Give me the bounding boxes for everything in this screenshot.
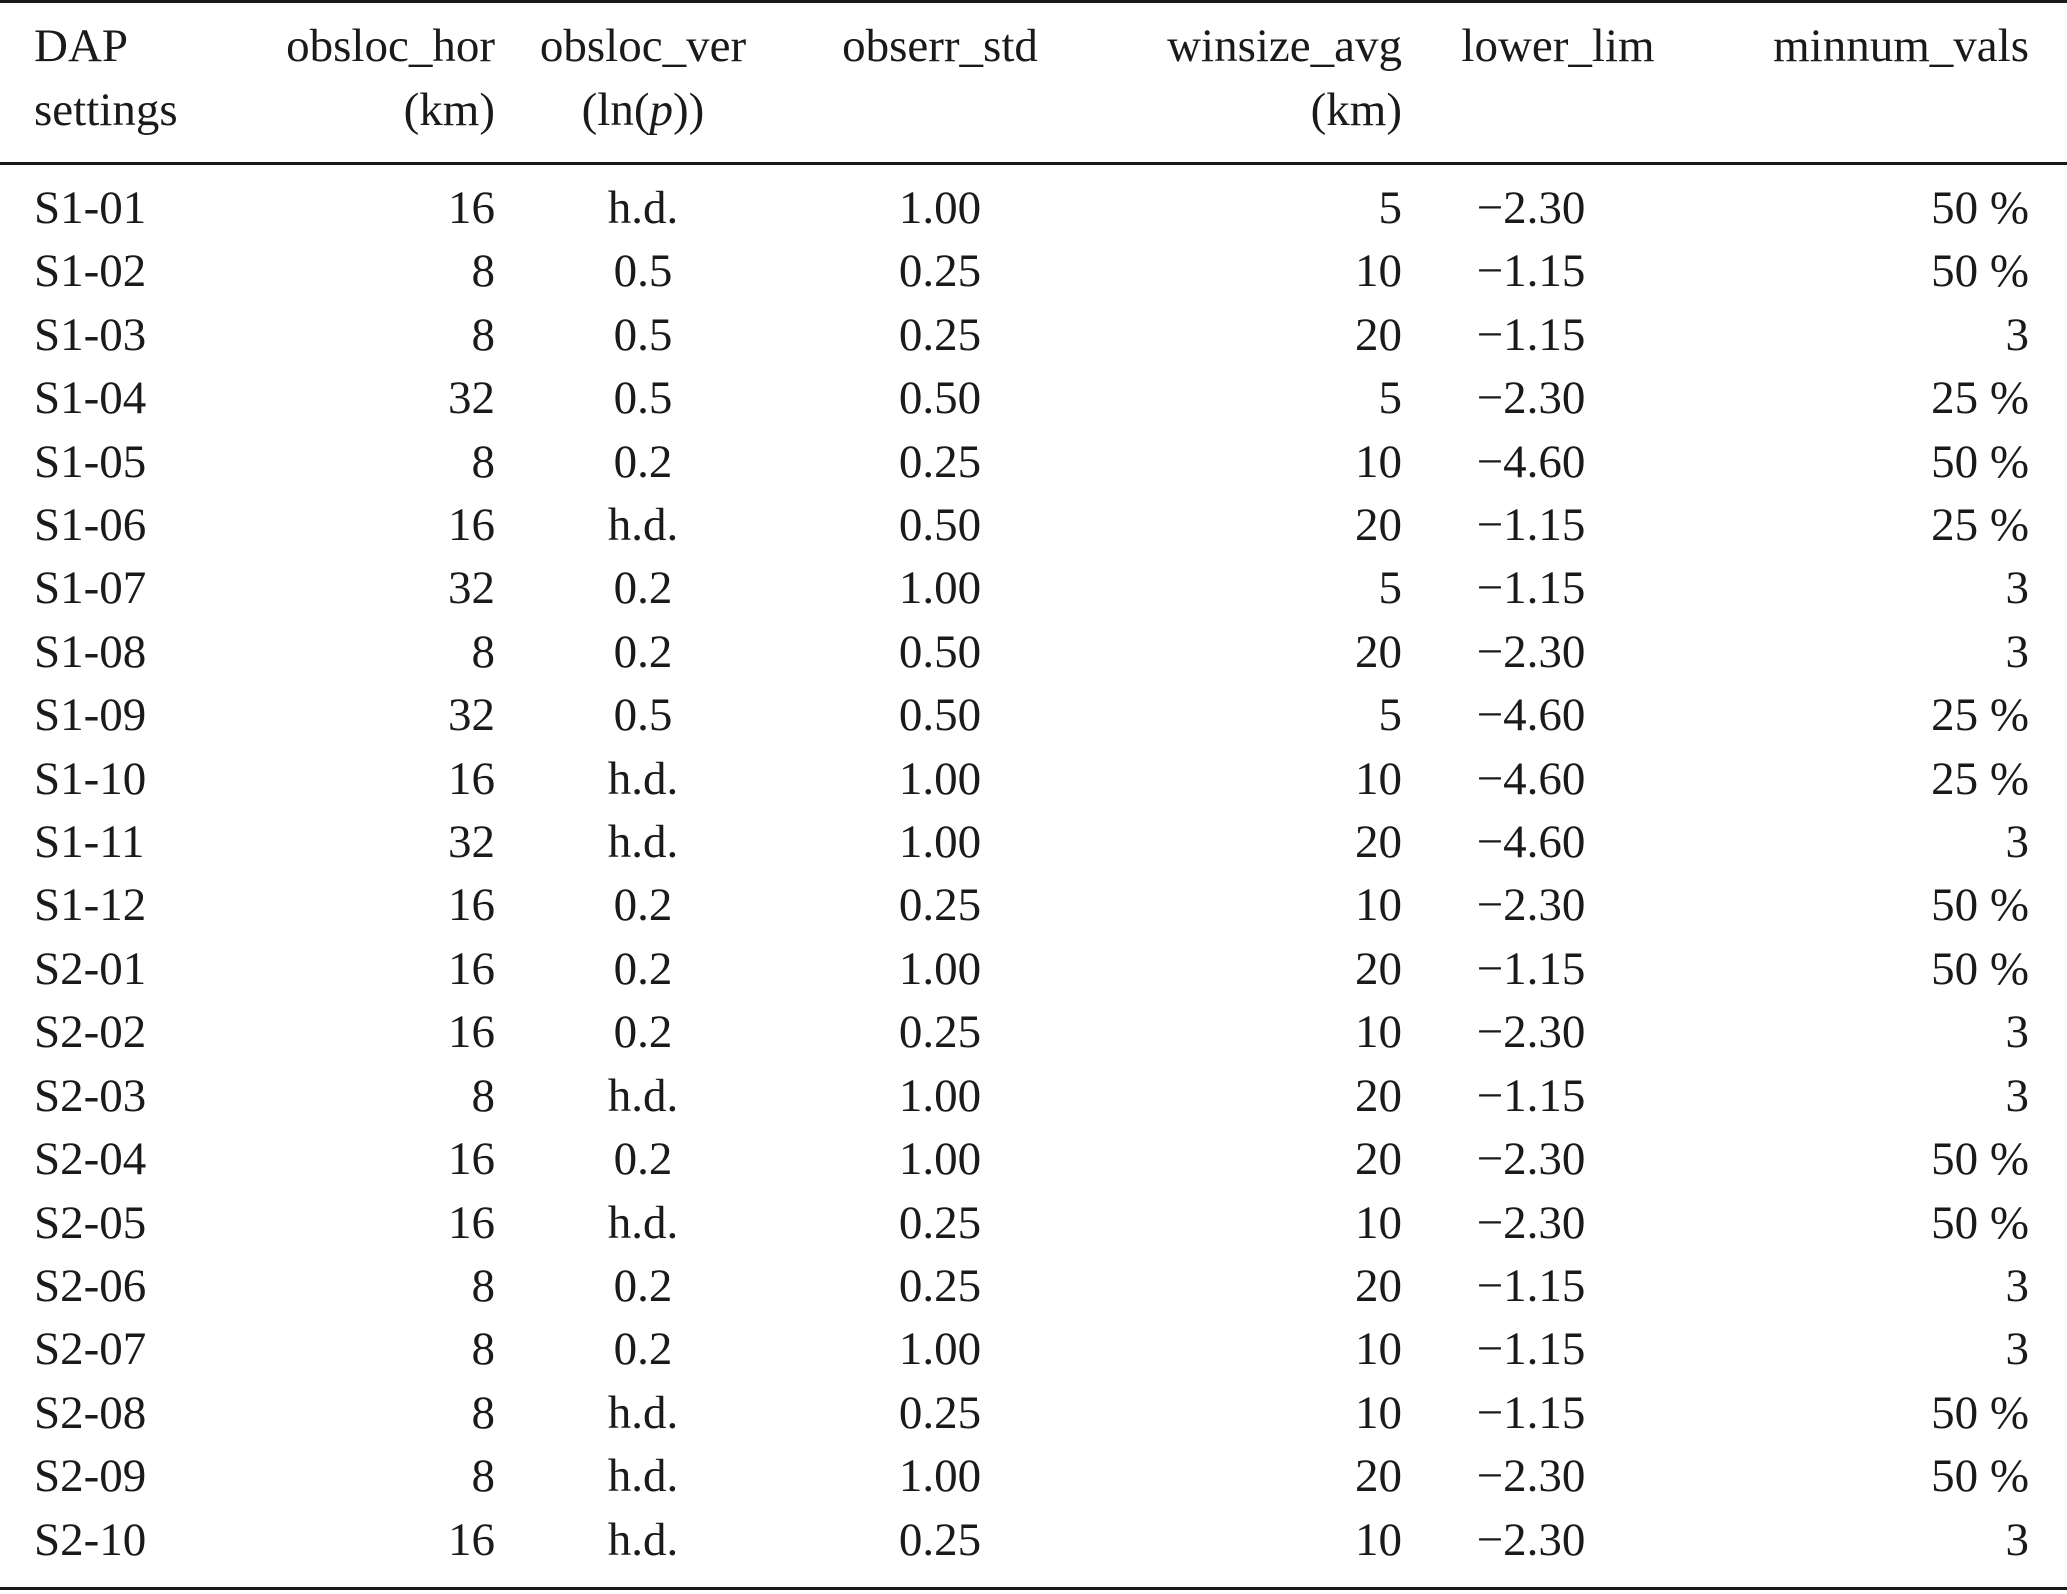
cell-obsloc-hor: 16 — [448, 879, 495, 932]
cell-obserr-std: 0.50 — [898, 372, 982, 425]
cell-minnum-vals: 50 % — [1931, 1133, 2029, 1186]
table-row — [0, 684, 2067, 747]
cell-winsize-avg: 10 — [1355, 1196, 1402, 1249]
table-row — [0, 748, 2067, 811]
cell-obsloc-hor: 16 — [448, 499, 495, 552]
cell-obserr-std: 0.25 — [898, 1196, 982, 1249]
cell-obsloc-ver: h.d. — [607, 816, 679, 869]
table-row — [0, 1382, 2067, 1445]
header-lower-lim-line1: lower_lim — [1461, 20, 1655, 72]
cell-obsloc-hor: 8 — [471, 1386, 495, 1439]
cell-obserr-std: 1.00 — [898, 562, 982, 615]
lower-lim-value: −4.60 — [1476, 435, 1586, 488]
cell-minnum-vals: 50 % — [1931, 1450, 2029, 1503]
cell-obsloc-hor: 16 — [448, 942, 495, 995]
cell-lower-lim — [1402, 684, 1714, 747]
cell-obsloc-ver: 0.2 — [613, 1259, 673, 1312]
cell-setting: S1-10 — [34, 752, 147, 805]
cell-winsize-avg: 10 — [1355, 435, 1402, 488]
table-row — [0, 1445, 2067, 1508]
table-row — [0, 557, 2067, 620]
cell-obsloc-hor: 8 — [471, 1323, 495, 1376]
cell-obsloc-hor: 32 — [448, 372, 495, 425]
table-row — [0, 1509, 2067, 1572]
lower-lim-value: −4.60 — [1476, 689, 1586, 742]
table-row — [0, 1128, 2067, 1191]
cell-obserr-std: 0.25 — [898, 879, 982, 932]
cell-obsloc-hor: 8 — [471, 245, 495, 298]
cell-minnum-vals: 25 % — [1931, 499, 2029, 552]
table-row — [0, 938, 2067, 1001]
table-row — [0, 811, 2067, 874]
body-spacer — [0, 162, 2067, 177]
table-row — [0, 177, 2067, 240]
cell-lower-lim — [1402, 367, 1714, 430]
cell-minnum-vals: 3 — [2005, 816, 2029, 869]
cell-minnum-vals: 50 % — [1931, 1196, 2029, 1249]
header-obsloc-hor — [242, 0, 495, 162]
cell-winsize-avg: 20 — [1355, 308, 1402, 361]
cell-obserr-std: 1.00 — [898, 752, 982, 805]
lower-lim-value: −1.15 — [1476, 942, 1586, 995]
cell-obsloc-ver: h.d. — [607, 1513, 679, 1566]
cell-obserr-std: 1.00 — [898, 1323, 982, 1376]
cell-obsloc-ver: h.d. — [607, 752, 679, 805]
cell-lower-lim — [1402, 557, 1714, 620]
lower-lim-value: −1.15 — [1476, 308, 1586, 361]
lower-lim-value: −2.30 — [1476, 372, 1586, 425]
cell-obsloc-hor: 8 — [471, 625, 495, 678]
cell-obserr-std: 0.50 — [898, 689, 982, 742]
cell-obsloc-ver: 0.5 — [613, 308, 673, 361]
lower-lim-value: −2.30 — [1476, 1133, 1586, 1186]
cell-minnum-vals: 25 % — [1931, 689, 2029, 742]
cell-obsloc-ver: h.d. — [607, 1069, 679, 1122]
cell-lower-lim — [1402, 1255, 1714, 1318]
table-row — [0, 621, 2067, 684]
cell-obserr-std: 1.00 — [898, 1450, 982, 1503]
lower-lim-value: −1.15 — [1476, 1386, 1586, 1439]
cell-minnum-vals: 3 — [2005, 1513, 2029, 1566]
cell-obsloc-hor: 8 — [471, 435, 495, 488]
cell-obserr-std: 0.25 — [898, 245, 982, 298]
cell-obsloc-ver: 0.2 — [613, 1006, 673, 1059]
cell-setting: S1-09 — [34, 689, 147, 742]
lower-lim-value: −1.15 — [1476, 1259, 1586, 1312]
cell-obsloc-ver: h.d. — [607, 1450, 679, 1503]
table-row — [0, 1192, 2067, 1255]
cell-lower-lim — [1402, 177, 1714, 240]
cell-obsloc-ver: h.d. — [607, 1196, 679, 1249]
cell-obserr-std: 1.00 — [898, 1133, 982, 1186]
cell-minnum-vals: 3 — [2005, 1323, 2029, 1376]
cell-obserr-std: 0.25 — [898, 1386, 982, 1439]
cell-setting: S2-10 — [34, 1513, 147, 1566]
header-minnum-vals-line1: minnum_vals — [1773, 20, 2029, 72]
header-minnum-vals — [1714, 0, 2067, 162]
cell-setting: S1-01 — [34, 182, 147, 234]
lower-lim-value: −1.15 — [1476, 1069, 1586, 1122]
cell-setting: S2-02 — [34, 1006, 147, 1059]
cell-obsloc-ver: h.d. — [607, 182, 679, 234]
cell-winsize-avg: 20 — [1355, 942, 1402, 995]
cell-setting: S2-01 — [34, 942, 147, 995]
cell-obsloc-hor: 32 — [448, 689, 495, 742]
cell-setting: S2-09 — [34, 1450, 147, 1503]
cell-minnum-vals: 50 % — [1931, 435, 2029, 488]
cell-obsloc-ver: 0.2 — [613, 942, 673, 995]
table-row — [0, 874, 2067, 937]
cell-obsloc-hor: 16 — [448, 1196, 495, 1249]
cell-obsloc-ver: 0.2 — [613, 879, 673, 932]
cell-setting: S1-04 — [34, 372, 147, 425]
cell-minnum-vals: 50 % — [1931, 245, 2029, 298]
cell-lower-lim — [1402, 1001, 1714, 1064]
cell-winsize-avg: 20 — [1355, 1450, 1402, 1503]
cell-setting: S1-08 — [34, 625, 147, 678]
cell-minnum-vals: 3 — [2005, 625, 2029, 678]
cell-obsloc-ver: 0.5 — [613, 245, 673, 298]
cell-minnum-vals: 3 — [2005, 308, 2029, 361]
cell-minnum-vals: 3 — [2005, 1006, 2029, 1059]
header-obsloc-ver — [495, 0, 791, 162]
cell-obsloc-ver: 0.5 — [613, 689, 673, 742]
cell-lower-lim — [1402, 1065, 1714, 1128]
cell-winsize-avg: 5 — [1378, 562, 1402, 615]
cell-obserr-std: 0.50 — [898, 625, 982, 678]
cell-setting: S2-04 — [34, 1133, 147, 1186]
lower-lim-value: −4.60 — [1476, 816, 1586, 869]
table-row — [0, 431, 2067, 494]
cell-setting: S1-06 — [34, 499, 147, 552]
cell-setting: S2-07 — [34, 1323, 147, 1376]
cell-setting: S1-11 — [34, 816, 145, 869]
cell-winsize-avg: 20 — [1355, 1259, 1402, 1312]
header-dap-settings — [0, 0, 242, 162]
cell-obsloc-ver: 0.2 — [613, 1323, 673, 1376]
cell-winsize-avg: 10 — [1355, 1386, 1402, 1439]
header-winsize-avg-line2: (km) — [1310, 84, 1402, 136]
cell-lower-lim — [1402, 1192, 1714, 1255]
header-obsloc-hor-line1: obsloc_hor — [286, 20, 495, 72]
cell-winsize-avg: 20 — [1355, 816, 1402, 869]
cell-winsize-avg: 10 — [1355, 1513, 1402, 1566]
cell-lower-lim — [1402, 1318, 1714, 1381]
cell-obserr-std: 0.25 — [898, 1006, 982, 1059]
cell-obserr-std: 1.00 — [898, 182, 982, 234]
header-obserr-std — [791, 0, 1089, 162]
lower-lim-value: −2.30 — [1476, 1006, 1586, 1059]
cell-setting: S1-03 — [34, 308, 147, 361]
cell-minnum-vals: 50 % — [1931, 182, 2029, 234]
cell-obsloc-hor: 16 — [448, 752, 495, 805]
cell-obsloc-ver: 0.2 — [613, 562, 673, 615]
header-dap-settings-line1: DAP — [34, 20, 129, 72]
table-row — [0, 1318, 2067, 1381]
header-row — [0, 0, 2067, 162]
cell-lower-lim — [1402, 748, 1714, 811]
cell-winsize-avg: 10 — [1355, 245, 1402, 298]
header-obsloc-ver-prefix: (ln( — [581, 84, 650, 136]
cell-obsloc-hor: 16 — [448, 1133, 495, 1186]
cell-obsloc-hor: 8 — [471, 1259, 495, 1312]
cell-lower-lim — [1402, 874, 1714, 937]
header-winsize-avg — [1089, 0, 1402, 162]
cell-obsloc-ver: h.d. — [607, 1386, 679, 1439]
cell-obsloc-hor: 16 — [448, 1513, 495, 1566]
cell-obsloc-hor: 8 — [471, 1069, 495, 1122]
cell-lower-lim — [1402, 304, 1714, 367]
table-row — [0, 240, 2067, 303]
cell-setting: S1-05 — [34, 435, 147, 488]
table-row — [0, 1255, 2067, 1318]
cell-obsloc-ver: h.d. — [607, 499, 679, 552]
lower-lim-value: −2.30 — [1476, 1513, 1586, 1566]
cell-lower-lim — [1402, 431, 1714, 494]
header-winsize-avg-line1: winsize_avg — [1167, 20, 1402, 72]
lower-lim-value: −1.15 — [1476, 1323, 1586, 1376]
cell-lower-lim — [1402, 1509, 1714, 1572]
cell-setting: S2-03 — [34, 1069, 147, 1122]
cell-minnum-vals: 50 % — [1931, 879, 2029, 932]
header-obserr-std-line1: obserr_std — [842, 20, 1038, 72]
cell-obserr-std: 0.25 — [898, 1259, 982, 1312]
cell-obsloc-ver: 0.5 — [613, 372, 673, 425]
lower-lim-value: −2.30 — [1476, 1196, 1586, 1249]
cell-obsloc-hor: 32 — [448, 816, 495, 869]
header-obsloc-ver-var: p — [649, 84, 674, 136]
cell-minnum-vals: 3 — [2005, 562, 2029, 615]
table-row — [0, 1065, 2067, 1128]
table-row — [0, 494, 2067, 557]
cell-obserr-std: 1.00 — [898, 942, 982, 995]
cell-obsloc-hor: 16 — [448, 1006, 495, 1059]
cell-obserr-std: 0.50 — [898, 499, 982, 552]
header-obsloc-ver-line2 — [495, 78, 791, 142]
cell-obserr-std: 0.25 — [898, 435, 982, 488]
cell-winsize-avg: 20 — [1355, 1069, 1402, 1122]
cell-lower-lim — [1402, 811, 1714, 874]
cell-winsize-avg: 20 — [1355, 625, 1402, 678]
cell-minnum-vals: 25 % — [1931, 372, 2029, 425]
cell-minnum-vals: 25 % — [1931, 752, 2029, 805]
cell-lower-lim — [1402, 1128, 1714, 1191]
lower-lim-value: −1.15 — [1476, 245, 1586, 298]
cell-setting: S1-07 — [34, 562, 147, 615]
cell-setting: S1-02 — [34, 245, 147, 298]
cell-obsloc-ver: 0.2 — [613, 435, 673, 488]
lower-lim-value: −2.30 — [1476, 625, 1586, 678]
cell-minnum-vals: 50 % — [1931, 942, 2029, 995]
cell-obsloc-hor: 32 — [448, 562, 495, 615]
lower-lim-value: −1.15 — [1476, 562, 1586, 615]
cell-lower-lim — [1402, 1445, 1714, 1508]
lower-lim-value: −1.15 — [1476, 499, 1586, 552]
lower-lim-value: −2.30 — [1476, 182, 1586, 234]
cell-winsize-avg: 10 — [1355, 1323, 1402, 1376]
cell-lower-lim — [1402, 621, 1714, 684]
cell-obsloc-hor: 8 — [471, 1450, 495, 1503]
cell-winsize-avg: 10 — [1355, 752, 1402, 805]
cell-obsloc-hor: 16 — [448, 182, 495, 234]
cell-setting: S1-12 — [34, 879, 147, 932]
cell-setting: S2-05 — [34, 1196, 147, 1249]
cell-winsize-avg: 20 — [1355, 499, 1402, 552]
table-body — [0, 162, 2067, 1572]
cell-obsloc-ver: 0.2 — [613, 625, 673, 678]
cell-winsize-avg: 5 — [1378, 182, 1402, 234]
cell-obserr-std: 1.00 — [898, 816, 982, 869]
lower-lim-value: −2.30 — [1476, 1450, 1586, 1503]
cell-obserr-std: 0.25 — [898, 1513, 982, 1566]
cell-lower-lim — [1402, 494, 1714, 557]
bottom-rule — [0, 1587, 2067, 1590]
cell-minnum-vals: 3 — [2005, 1069, 2029, 1122]
cell-obserr-std: 1.00 — [898, 1069, 982, 1122]
cell-lower-lim — [1402, 1382, 1714, 1445]
cell-setting: S2-06 — [34, 1259, 147, 1312]
header-lower-lim — [1402, 0, 1714, 162]
table-row — [0, 1001, 2067, 1064]
cell-obsloc-hor: 8 — [471, 308, 495, 361]
cell-setting: S2-08 — [34, 1386, 147, 1439]
header-dap-settings-line2: settings — [34, 84, 178, 136]
table-row — [0, 367, 2067, 430]
header-obsloc-ver-line1: obsloc_ver — [539, 20, 747, 72]
cell-obserr-std: 0.25 — [898, 308, 982, 361]
cell-minnum-vals: 3 — [2005, 1259, 2029, 1312]
cell-winsize-avg: 10 — [1355, 879, 1402, 932]
cell-winsize-avg: 5 — [1378, 372, 1402, 425]
cell-lower-lim — [1402, 240, 1714, 303]
table-row — [0, 304, 2067, 367]
cell-minnum-vals: 50 % — [1931, 1386, 2029, 1439]
cell-obsloc-ver: 0.2 — [613, 1133, 673, 1186]
cell-winsize-avg: 10 — [1355, 1006, 1402, 1059]
cell-lower-lim — [1402, 938, 1714, 1001]
cell-winsize-avg: 5 — [1378, 689, 1402, 742]
cell-winsize-avg: 20 — [1355, 1133, 1402, 1186]
table-header — [0, 0, 2067, 162]
lower-lim-value: −2.30 — [1476, 879, 1586, 932]
lower-lim-value: −4.60 — [1476, 752, 1586, 805]
header-obsloc-hor-line2: (km) — [403, 84, 495, 136]
header-obsloc-ver-suffix: )) — [673, 84, 705, 136]
